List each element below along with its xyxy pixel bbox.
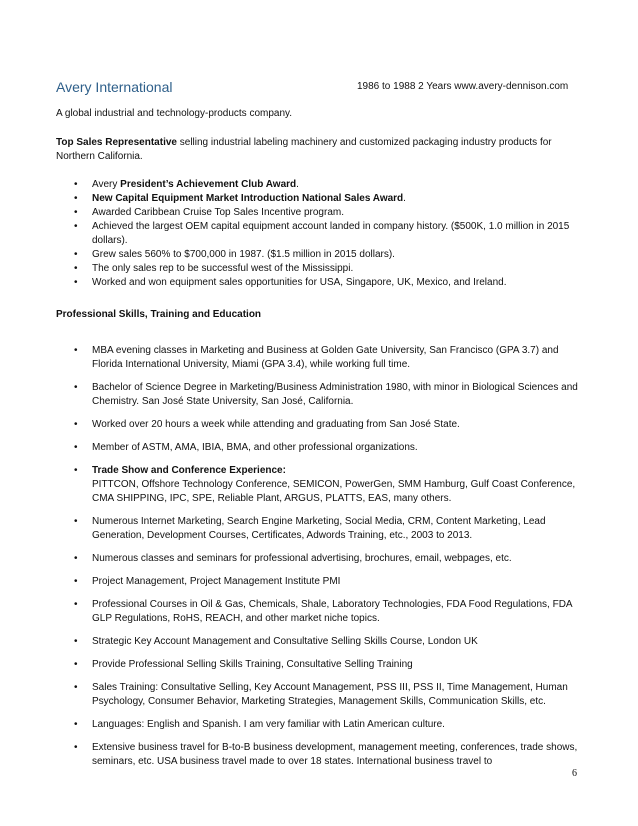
skill-item bbox=[56, 381, 580, 409]
achievement-item bbox=[56, 262, 580, 276]
bullet-icon: • bbox=[74, 442, 78, 453]
achievement-item bbox=[56, 248, 580, 262]
skill-item bbox=[56, 418, 580, 432]
bullet-icon: • bbox=[74, 636, 78, 647]
achievement-text: Achieved the largest OEM capital equipment account landed in company history. ($500K, 1.0 million in 2015 dollars). bbox=[92, 221, 570, 246]
bullet-icon: • bbox=[74, 516, 78, 527]
skill-text: Project Management, Project Management Institute PMI bbox=[92, 576, 341, 587]
skill-item bbox=[56, 635, 580, 649]
skills-heading: Professional Skills, Training and Education bbox=[56, 309, 262, 320]
skill-item bbox=[56, 741, 580, 769]
achievement-award: President’s Achievement Club Award bbox=[120, 179, 297, 190]
job-header bbox=[56, 78, 580, 98]
skill-text: MBA evening classes in Marketing and Business at Golden Gate University, San Francisco (GPA 3.7) and Florida International University, Miami (GPA 3.4), while working full time. bbox=[92, 345, 559, 370]
achievement-text: Awarded Caribbean Cruise Top Sales Incentive program. bbox=[92, 207, 344, 218]
skill-text: Numerous Internet Marketing, Search Engine Marketing, Social Media, CRM, Content Marketing, Lead Generation, Development Courses, Certificates, Adwords Training, etc., 2003 to 2013. bbox=[92, 516, 546, 541]
skill-item bbox=[56, 658, 580, 672]
skill-item bbox=[56, 515, 580, 543]
skill-item bbox=[56, 575, 580, 589]
role-text: selling industrial labeling machinery and customized packaging industry products for Northern California. bbox=[56, 137, 552, 162]
bullet-icon: • bbox=[74, 193, 78, 204]
skill-text: Provide Professional Selling Skills Training, Consultative Selling Training bbox=[92, 659, 413, 670]
page-number: 6 bbox=[572, 768, 577, 779]
achievement-item bbox=[56, 276, 580, 290]
bullet-icon: • bbox=[74, 553, 78, 564]
achievement-text: The only sales rep to be successful west of the Mississippi. bbox=[92, 263, 354, 274]
skill-text: Professional Courses in Oil & Gas, Chemicals, Shale, Laboratory Technologies, FDA Food Regulations, FDA GLP Regulations, RoHS, REACH, and other market niche topics. bbox=[92, 599, 573, 624]
skill-text: Worked over 20 hours a week while attending and graduating from San José State. bbox=[92, 419, 460, 430]
achievement-award: New Capital Equipment Market Introduction National Sales Award bbox=[92, 193, 404, 204]
bullet-icon: • bbox=[74, 599, 78, 610]
bullet-icon: • bbox=[74, 382, 78, 393]
bullet-icon: • bbox=[74, 719, 78, 730]
bullet-icon: • bbox=[74, 576, 78, 587]
bullet-icon: • bbox=[74, 742, 78, 753]
skill-item bbox=[56, 552, 580, 566]
achievement-text: Avery bbox=[92, 179, 121, 190]
achievement-item bbox=[56, 178, 580, 192]
bullet-icon: • bbox=[74, 249, 78, 260]
company-description: A global industrial and technology-products company. bbox=[56, 108, 293, 119]
bullet-icon: • bbox=[74, 419, 78, 430]
achievement-item bbox=[56, 206, 580, 220]
skill-item bbox=[56, 441, 580, 455]
bullet-icon: • bbox=[74, 221, 78, 232]
bullet-icon: • bbox=[74, 345, 78, 356]
skill-item bbox=[56, 598, 580, 626]
skill-text: Extensive business travel for B-to-B business development, management meeting, conferences, trade shows, seminars, etc. USA business travel made to over 18 states. International business travel to bbox=[92, 742, 578, 767]
skill-text: Member of ASTM, AMA, IBIA, BMA, and other professional organizations. bbox=[92, 442, 418, 453]
bullet-icon: • bbox=[74, 277, 78, 288]
achievement-text-end: . bbox=[296, 179, 299, 190]
skill-heading: Trade Show and Conference Experience: bbox=[92, 465, 286, 476]
bullet-icon: • bbox=[74, 659, 78, 670]
achievement-text: Grew sales 560% to $700,000 in 1987. ($1.5 million in 2015 dollars). bbox=[92, 249, 395, 260]
achievement-item bbox=[56, 220, 580, 248]
skills-list bbox=[56, 344, 580, 778]
skill-item bbox=[56, 464, 580, 506]
achievement-text: Worked and won equipment sales opportunities for USA, Singapore, UK, Mexico, and Ireland. bbox=[92, 277, 507, 288]
skill-text: PITTCON, Offshore Technology Conference, SEMICON, PowerGen, SMM Hamburg, Gulf Coast Conference, CMA SHIPPING, IPC, SPE, Reliable Plant, ARGUS, PLATTS, EAS, many others. bbox=[92, 479, 576, 504]
role-title: Top Sales Representative bbox=[56, 137, 177, 148]
job-dates-and-website: 1986 to 1988 2 Years www.avery-dennison.com bbox=[357, 81, 569, 92]
achievement-text-end: . bbox=[403, 193, 406, 204]
skill-text: Bachelor of Science Degree in Marketing/Business Administration 1980, with minor in Biological Sciences and Chemistry. San José State University, San José, California. bbox=[92, 382, 578, 407]
achievements-list bbox=[56, 178, 580, 290]
bullet-icon: • bbox=[74, 207, 78, 218]
skill-item bbox=[56, 344, 580, 372]
company-name: Avery International bbox=[56, 79, 173, 95]
achievement-item bbox=[56, 192, 580, 206]
skill-item bbox=[56, 681, 580, 709]
bullet-icon: • bbox=[74, 179, 78, 190]
skill-text: Numerous classes and seminars for professional advertising, brochures, email, webpages, etc. bbox=[92, 553, 512, 564]
bullet-icon: • bbox=[74, 263, 78, 274]
skill-text: Strategic Key Account Management and Consultative Selling Skills Course, London UK bbox=[92, 636, 478, 647]
skill-text: Sales Training: Consultative Selling, Key Account Management, PSS III, PSS II, Time Management, Human Psychology, Consumer Behavior, Marketing Strategies, Management Skills, Communication Skills, etc. bbox=[92, 682, 568, 707]
skill-item bbox=[56, 718, 580, 732]
skill-text: Languages: English and Spanish. I am very familiar with Latin American culture. bbox=[92, 719, 445, 730]
bullet-icon: • bbox=[74, 465, 78, 476]
bullet-icon: • bbox=[74, 682, 78, 693]
role-description bbox=[56, 136, 580, 164]
